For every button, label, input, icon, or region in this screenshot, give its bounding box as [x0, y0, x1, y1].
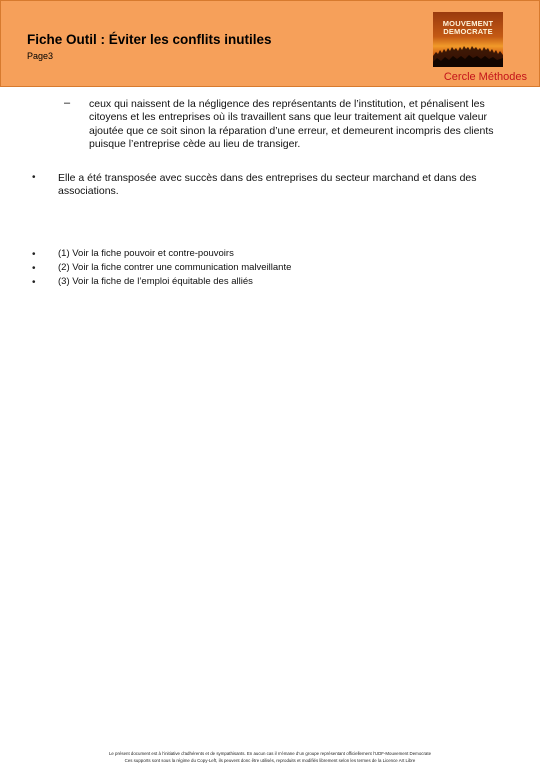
bullet-marker: •: [32, 263, 36, 274]
logo-text: MOUVEMENT DEMOCRATE: [442, 19, 494, 36]
bullet-marker: •: [32, 277, 36, 288]
paragraph-transposition: Elle a été transposée avec succès dans des entreprises du secteur marchand et dans des associations.: [58, 172, 477, 198]
reference-item: (1) Voir la fiche pouvoir et contre-pouvoirs: [58, 248, 234, 259]
reference-item: (3) Voir la fiche de l’emploi équitable des alliés: [58, 276, 253, 287]
section-label: Cercle Méthodes: [443, 71, 527, 83]
footer-disclaimer: Le présent document est à l’initiative d’adhérents et de sympathisants. En aucun cas il n’émane d’un groupe représentant officiellement l’UDF-Mouvement Democrate: [108, 751, 432, 756]
reference-item: (2) Voir la fiche contrer une communication malveillante: [58, 262, 292, 273]
page-header: [0, 0, 540, 87]
page-title: Fiche Outil : Éviter les conflits inutiles: [27, 32, 272, 47]
page-number: Page3: [27, 51, 54, 61]
bullet-marker: •: [32, 249, 36, 260]
mouvement-democrate-logo: [433, 12, 503, 67]
footer-license: Ces supports sont sous la régime du Copy-Left, ils peuvent donc être utilisés, reproduits et modifiés librement selon les termes de la Licence Art Libre: [124, 758, 416, 763]
paragraph-negligence: ceux qui naissent de la négligence des représentants de l’institution, et pénalisent les citoyens et les entreprises où ils travaillent sans que leur traitement ait quelque valeur ajoutée que ce soit sinon la réparation d’une erreur, et demeurent incompris des clients puisque l’entreprise cède au lieu de transiger.: [89, 98, 494, 151]
bullet-marker: •: [32, 172, 36, 183]
dash-marker: –: [64, 97, 71, 109]
